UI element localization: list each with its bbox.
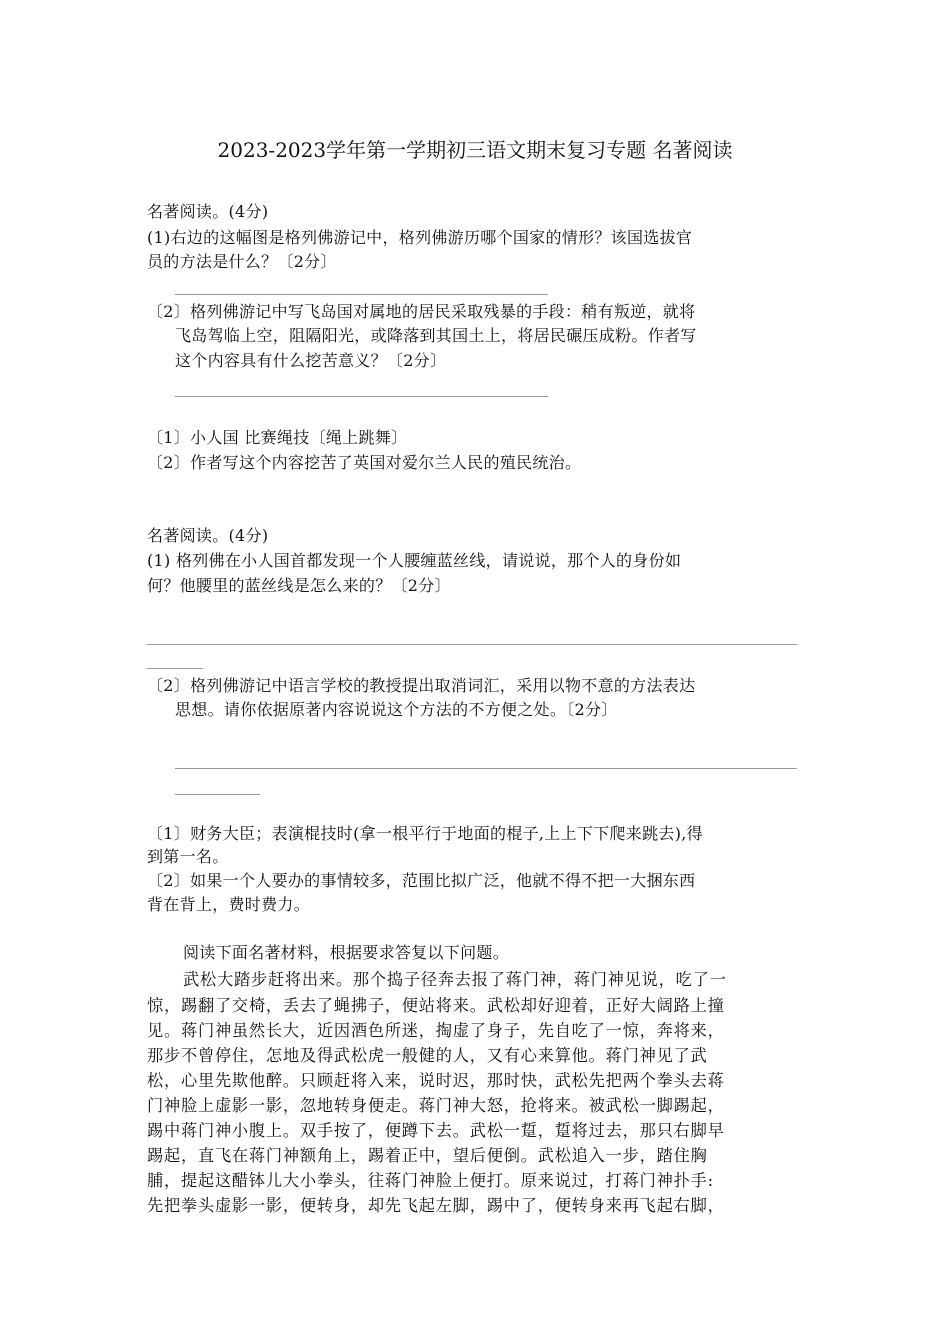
answer-blank-line (147, 644, 797, 645)
section1-question2-line3: 这个内容具有什么挖苦意义？〔2分〕 (175, 351, 447, 370)
passage-line: 武松大踏步赶将出来。那个捣子径奔去报了蒋门神，蒋门神见说，吃了一 (183, 970, 727, 989)
section2-question1-line1: (1) 格列佛在小人国首都发现一个人腰缠蓝丝线，请说说，那个人的身份如 (147, 551, 682, 570)
section1-question1-line1: (1)右边的这幅图是格列佛游记中，格列佛游历哪个国家的情形？该国选拔官 (147, 228, 693, 247)
passage-line: 踢中蒋门神小腹上。双手按了，便蹲下去。武松一踅，踅将过去，那只右脚早 (147, 1121, 725, 1140)
answer-blank-line (147, 668, 203, 669)
section2-heading: 名著阅读。(4分) (147, 526, 269, 545)
section2-answer2-line1: 〔2〕如果一个人要办的事情较多，范围比拟广泛，他就不得不把一大捆东西 (147, 871, 696, 890)
section1-question2-line2: 飞岛驾临上空，阻隔阳光，或降落到其国土上，将居民碾压成粉。作者写 (175, 326, 697, 345)
answer-blank-line (175, 396, 548, 397)
section3-intro: 阅读下面名著材料，根据要求答复以下问题。 (183, 943, 510, 962)
section2-answer2-line2: 背在背上，费时费力。 (147, 895, 311, 914)
section2-question1-line2: 何？他腰里的蓝丝线是怎么来的？〔2分〕 (147, 576, 451, 595)
section2-question2-line2: 思想。请你依据原著内容说说这个方法的不方便之处。〔2分〕 (175, 700, 618, 719)
page-title: 2023-2023学年第一学期初三语文期末复习专题 名著阅读 (217, 138, 733, 162)
passage-line: 见。蒋门神虽然长大，近因酒色所迷，掏虚了身子，先自吃了一惊，奔将来， (147, 1021, 725, 1040)
section1-heading: 名著阅读。(4分) (147, 202, 269, 221)
passage-line: 那步不曾停住，怎地及得武松虎一般健的人，又有心来算他。蒋门神见了武 (147, 1046, 708, 1065)
section1-question2-line1: 〔2〕格列佛游记中写飞岛国对属地的居民采取残暴的手段：稍有叛逆，就将 (147, 302, 696, 321)
passage-line: 惊，踢翻了交椅，丢去了蝇拂子，便站将来。武松却好迎着，正好大阔路上撞 (147, 996, 725, 1015)
section1-answer2: 〔2〕作者写这个内容挖苦了英国对爱尔兰人民的殖民统治。 (147, 453, 582, 472)
section1-question1-line2: 员的方法是什么？〔2分〕 (147, 252, 337, 271)
answer-blank-line (175, 794, 260, 795)
section1-answer1: 〔1〕小人国 比赛绳技〔绳上跳舞〕 (147, 428, 408, 447)
section2-answer1-line1: 〔1〕财务大臣；表演棍技时(拿一根平行于地面的棍子,上上下下爬来跳去),得 (147, 824, 703, 843)
passage-line: 踢起，直飞在蒋门神额角上，踢着正中，望后便倒。武松追入一步，踏住胸 (147, 1146, 708, 1165)
section2-answer1-line2: 到第一名。 (147, 847, 229, 866)
section2-question2-line1: 〔2〕格列佛游记中语言学校的教授提出取消词汇，采用以物不意的方法表达 (147, 676, 696, 695)
passage-line: 门神脸上虚影一影，忽地转身便走。蒋门神大怒，抢将来。被武松一脚踢起， (147, 1096, 725, 1115)
answer-blank-line (175, 768, 797, 769)
answer-blank-line (175, 294, 548, 295)
passage-line: 脯，提起这醋钵儿大小拳头，往蒋门神脸上便打。原来说过，打蒋门神扑手: (147, 1171, 714, 1190)
passage-line: 先把拳头虚影一影，便转身，却先飞起左脚，踢中了，便转身来再飞起右脚， (147, 1196, 725, 1215)
passage-line: 松，心里先欺他醉。只顾赶将入来，说时迟，那时快，武松先把两个拳头去蒋 (147, 1071, 725, 1090)
